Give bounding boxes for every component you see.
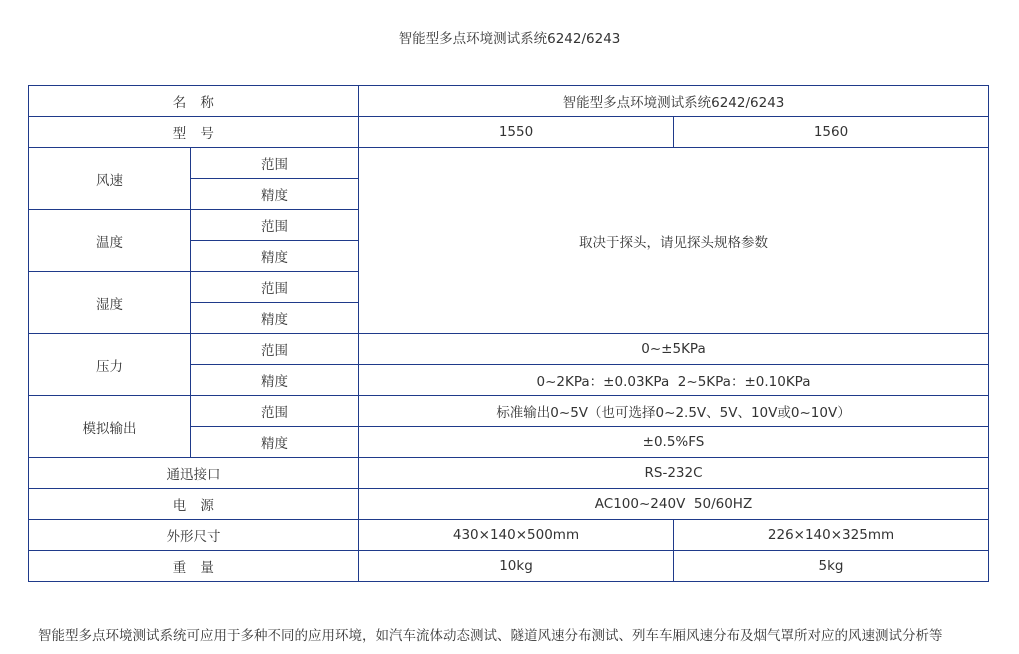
pressure-label: 压力: [29, 334, 191, 396]
pressure-accuracy: 0~2KPa：±0.03KPa 2~5KPa：±0.10KPa: [359, 365, 989, 396]
sub-label-range: 范围: [191, 210, 359, 241]
sub-label-range: 范围: [191, 148, 359, 179]
table-row: [29, 148, 989, 179]
table-row: [29, 396, 989, 427]
sub-label-range: 范围: [191, 272, 359, 303]
table-row: [29, 489, 989, 520]
sub-label-accuracy: 精度: [191, 365, 359, 396]
comm-label: 通迅接口: [29, 458, 359, 489]
table-row: [29, 551, 989, 582]
weight-label: 重 量: [29, 551, 359, 582]
humidity-label: 湿度: [29, 272, 191, 334]
probe-note: 取决于探头，请见探头规格参数: [359, 148, 989, 334]
description-text: 智能型多点环境测试系统可应用于多种不同的应用环境，如汽车流体动态测试、隧道风速分布测试、列车车厢风速分布及烟气罩所对应的风速测试分析等: [38, 628, 943, 644]
size-a: 430×140×500mm: [359, 520, 674, 551]
size-b: 226×140×325mm: [674, 520, 989, 551]
name-label: 名 称: [29, 86, 359, 117]
sub-label-accuracy: 精度: [191, 179, 359, 210]
spec-table: [28, 85, 989, 582]
analog-label: 模拟输出: [29, 396, 191, 458]
analog-accuracy: ±0.5%FS: [359, 427, 989, 458]
table-row: [29, 520, 989, 551]
page-title: 智能型多点环境测试系统6242/6243: [398, 31, 621, 47]
table-row: [29, 117, 989, 148]
temp-label: 温度: [29, 210, 191, 272]
power-label: 电 源: [29, 489, 359, 520]
table-row: [29, 334, 989, 365]
wind-label: 风速: [29, 148, 191, 210]
table-row: [29, 86, 989, 117]
pressure-range: 0~±5KPa: [359, 334, 989, 365]
analog-range: 标准输出0~5V（也可选择0~2.5V、5V、10V或0~10V）: [359, 396, 989, 427]
sub-label-range: 范围: [191, 396, 359, 427]
sub-label-accuracy: 精度: [191, 241, 359, 272]
size-label: 外形尺寸: [29, 520, 359, 551]
model-b: 1560: [674, 117, 989, 148]
sub-label-range: 范围: [191, 334, 359, 365]
power-value: AC100~240V 50/60HZ: [359, 489, 989, 520]
table-row: [29, 458, 989, 489]
name-value: 智能型多点环境测试系统6242/6243: [359, 86, 989, 117]
comm-value: RS-232C: [359, 458, 989, 489]
weight-a: 10kg: [359, 551, 674, 582]
model-label: 型 号: [29, 117, 359, 148]
model-a: 1550: [359, 117, 674, 148]
sub-label-accuracy: 精度: [191, 303, 359, 334]
weight-b: 5kg: [674, 551, 989, 582]
sub-label-accuracy: 精度: [191, 427, 359, 458]
